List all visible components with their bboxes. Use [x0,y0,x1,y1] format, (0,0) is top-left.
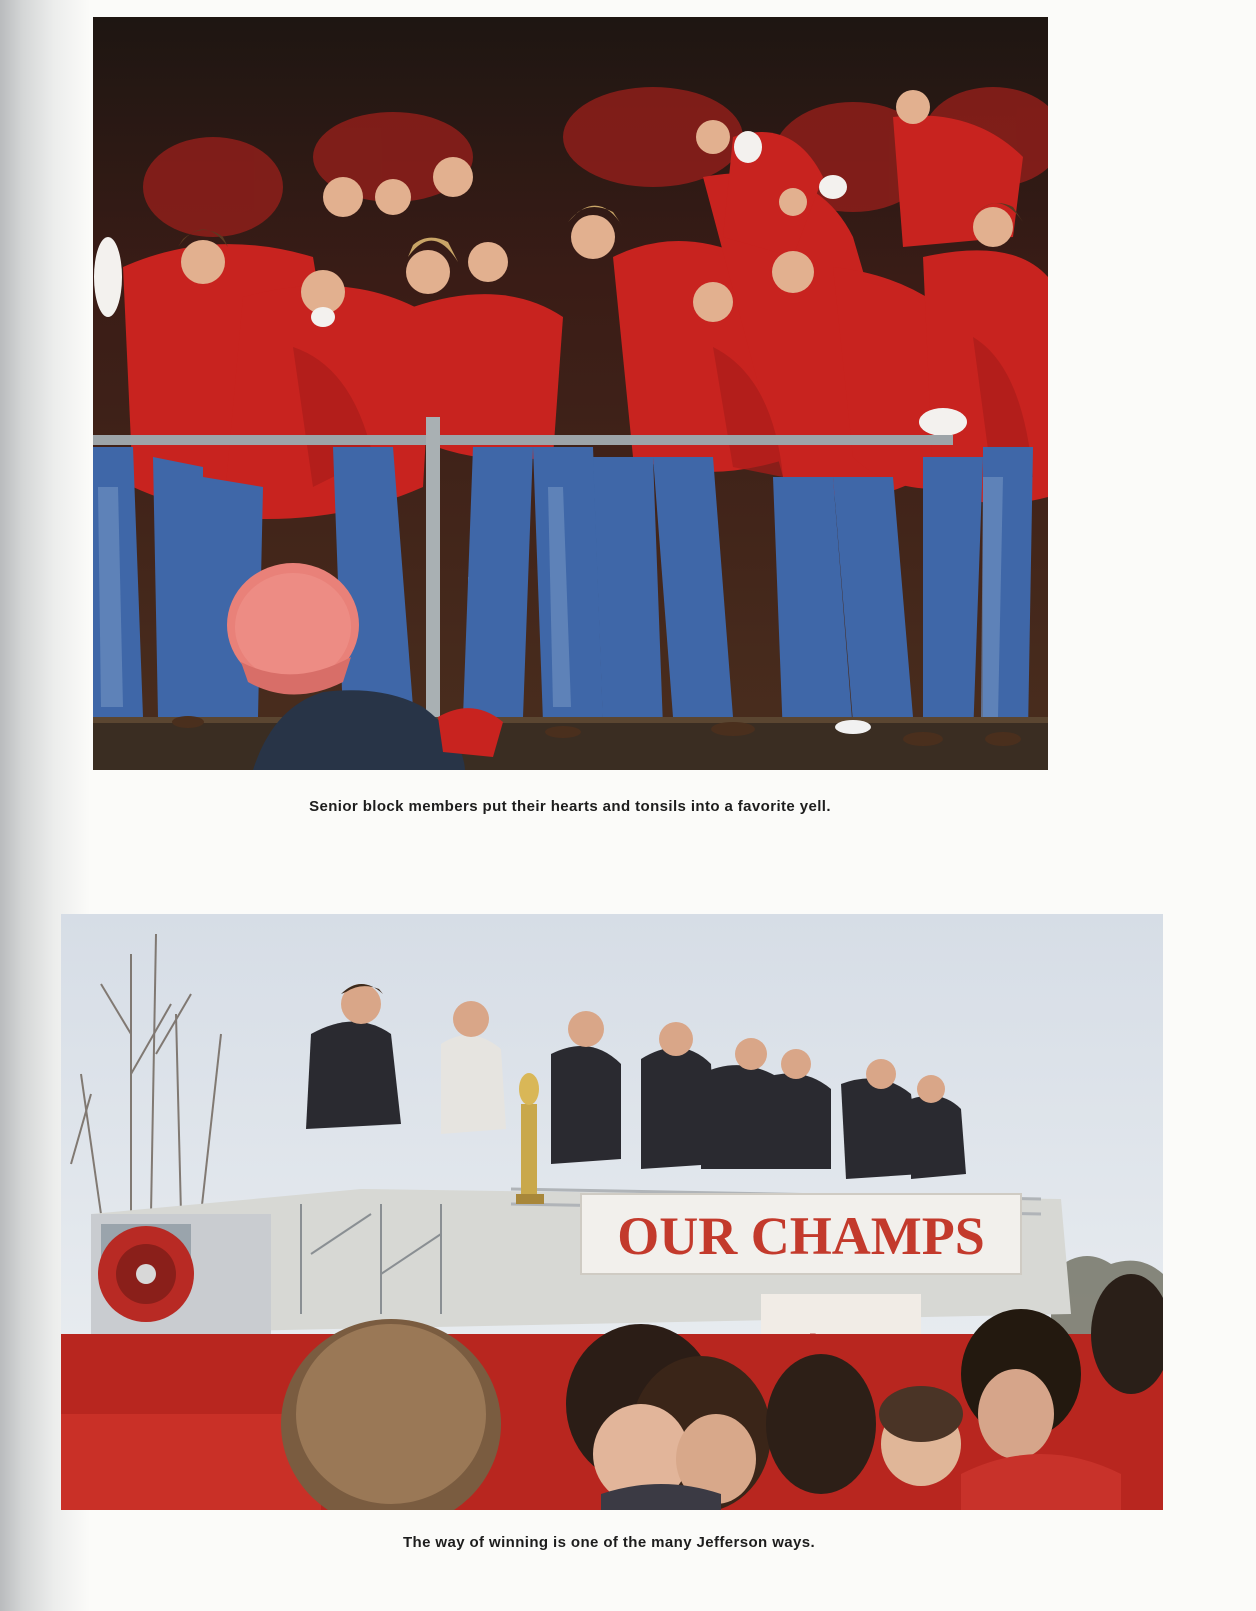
senior-block-photo-art [93,17,1048,770]
our-champs-banner-text: OUR CHAMPS [617,1206,985,1266]
caption-fire-truck-parade-text: The way of winning is one of the many Jefferson ways. [402,1534,816,1551]
caption-senior-block-text: Senior block members put their hearts and tonsils into a favorite yell. [309,798,831,815]
senior-block-photo [93,17,1048,770]
fire-truck-parade-photo-art [61,914,1163,1510]
fire-truck-parade-photo [61,914,1163,1510]
